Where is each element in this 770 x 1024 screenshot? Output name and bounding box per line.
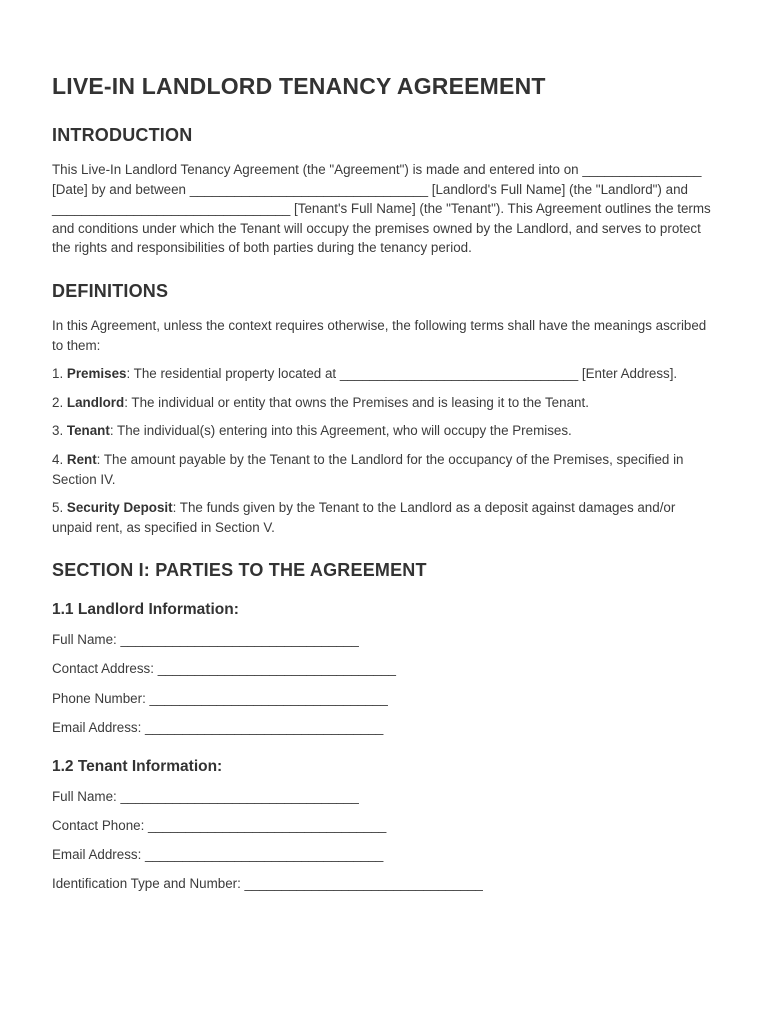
tenant-email-address-field[interactable]: Email Address: ________________________________ — [52, 847, 384, 863]
landlord-contact-address-field[interactable]: Contact Address: ________________________________ — [52, 661, 397, 677]
landlord-info-heading: 1.1 Landlord Information: — [52, 601, 239, 619]
definitions-heading: DEFINITIONS — [52, 280, 169, 301]
definition-number: 5. — [52, 500, 64, 516]
introduction-heading: INTRODUCTION — [52, 125, 193, 145]
tenant-contact-phone-field[interactable]: Contact Phone: ________________________________ — [52, 818, 387, 834]
tenant-full-name-field[interactable]: Full Name: ________________________________ — [52, 789, 359, 805]
definition-item — [52, 450, 718, 489]
landlord-phone-number-field[interactable]: Phone Number: ________________________________ — [52, 690, 388, 706]
definition-text: : The amount payable by the Tenant to the Landlord for the occupancy of the Premises, specified in Section IV. — [52, 451, 684, 487]
tenant-info-heading: 1.2 Tenant Information: — [52, 758, 223, 776]
definition-number: 2. — [52, 394, 64, 410]
definition-number: 3. — [52, 423, 64, 439]
definition-term: Security Deposit — [66, 500, 173, 516]
document-title: LIVE-IN LANDLORD TENANCY AGREEMENT — [52, 73, 546, 99]
definition-text: : The individual or entity that owns the Premises and is leasing it to the Tenant. — [124, 394, 589, 410]
definition-item — [52, 364, 718, 384]
landlord-email-address-field[interactable]: Email Address: ________________________________ — [52, 719, 384, 735]
definition-text: : The funds given by the Tenant to the Landlord as a deposit against damages and/or unpaid rent, as specified in Section V. — [52, 500, 676, 535]
definition-item — [52, 421, 718, 441]
definition-text: : The residential property located at ________________________________ [Enter Address]. — [126, 366, 678, 382]
definition-item — [52, 498, 718, 537]
tenant-identification-field[interactable]: Identification Type and Number: ________________________________ — [52, 876, 483, 892]
definitions-intro: In this Agreement, unless the context requires otherwise, the following terms shall have the meanings ascribed to them: — [52, 317, 707, 353]
definition-text: : The individual(s) entering into this Agreement, who will occupy the Premises. — [109, 423, 572, 439]
introduction-paragraph: This Live-In Landlord Tenancy Agreement (the "Agreement") is made and entered into on ________________ [Date] by and between ________________________________ [Landlord's Full Name] (the "Landlord") and ________________________________ [Tenant's Full Name] (the "Tenant"). This Agreement outlines the terms and conditions under which the Tenant will occupy the premises owned by the Landlord, and serves to protect the rights and responsibilities of both parties during the tenancy period. — [52, 162, 711, 256]
landlord-full-name-field[interactable]: Full Name: ________________________________ — [52, 632, 359, 648]
landlord-info-fields — [52, 630, 718, 737]
section1-heading: SECTION I: PARTIES TO THE AGREEMENT — [52, 560, 427, 581]
definition-term: Landlord — [66, 394, 125, 410]
definitions-list — [52, 364, 718, 537]
tenant-info-fields — [52, 787, 718, 894]
definition-term: Premises — [66, 366, 127, 382]
definition-number: 4. — [52, 451, 64, 467]
definition-number: 1. — [52, 366, 64, 382]
definition-term: Rent — [66, 451, 97, 467]
definition-item — [52, 393, 718, 413]
definition-term: Tenant — [66, 423, 110, 439]
